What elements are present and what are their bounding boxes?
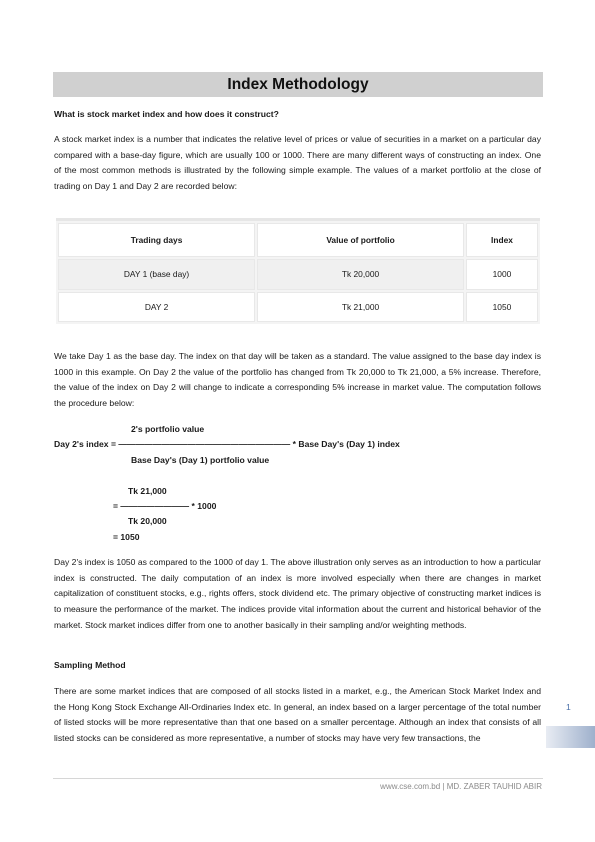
- formula-denominator: Base Day's (Day 1) portfolio value: [131, 455, 270, 465]
- table-cell: 1050: [466, 292, 538, 323]
- table-header-row: [58, 223, 538, 257]
- calc-numerator: Tk 21,000: [128, 486, 167, 496]
- footer-divider: [53, 778, 543, 779]
- footer-text: www.cse.com.bd | MD. ZABER TAUHID ABIR: [380, 782, 542, 791]
- table-cell: Tk 20,000: [257, 259, 464, 290]
- sampling-paragraph: There are some market indices that are composed of all stocks listed in a market, e.g., the American Stock Market Index and the Hong Kong Stock Exchange All-Ordinaries Index etc. In general, an index based on a larger percentage of the total number of listed stocks will be more representative than that one based on a smaller percentage. Although an index that consists of all listed stocks can be considered as more representative, a number of stocks may have very few transactions, the: [54, 686, 541, 744]
- table-header-cell: Value of portfolio: [257, 223, 464, 257]
- page-title: Index Methodology: [53, 72, 543, 97]
- table-cell: 1000: [466, 259, 538, 290]
- intro-paragraph: A stock market index is a number that indicates the relative level of prices or value of securities in a market on a particular day compared with a base-day figure, which are usually 100 or 1000. There are many different ways of constructing an index. One of the most common methods is illustrated by the following simple example. The values of a market portfolio at the close of trading on Day 1 and Day 2 are recorded below:: [54, 134, 541, 192]
- explanation-paragraph: Day 2's index is 1050 as compared to the 1000 of day 1. The above illustration only serves as an introduction to how a particular index is constructed. The daily computation of an index is more involved especially when there are changes in market capitalization of constituent stocks, e.g., rights offers, stock dividend etc. The primary objective of constructing market indices is to measure the performance of the market. The indices provide vital information about the current and historical behavior of the market. Stock market indices differ from one to another basically in their sampling and/or weighting methods.: [54, 557, 541, 630]
- question-heading: What is stock market index and how does it construct?: [54, 109, 279, 119]
- page-tab-decoration: [546, 726, 595, 748]
- table-row: [58, 292, 538, 323]
- portfolio-table: [56, 218, 540, 324]
- formula-numerator: 2's portfolio value: [131, 424, 205, 434]
- base-day-paragraph: We take Day 1 as the base day. The index on that day will be taken as a standard. The value assigned to the base day index is 1000 in this example. On Day 2 the value of the portfolio has changed from Tk 20,000 to Tk 21,000, a 5% increase. Therefore, the value of the index on Day 2 will change to indicate a corresponding 5% increase in market value. The computation follows the procedure below:: [54, 351, 541, 409]
- section-heading: Sampling Method: [54, 660, 126, 670]
- formula-main-line: Day 2's index = ———————————————————— * Base Day's (Day 1) index: [54, 439, 400, 449]
- calc-result: = 1050: [113, 532, 140, 542]
- page-number: 1: [566, 702, 571, 712]
- calc-denominator: Tk 20,000: [128, 516, 167, 526]
- table-header-cell: Index: [466, 223, 538, 257]
- table-row: [58, 259, 538, 290]
- table-header-cell: Trading days: [58, 223, 255, 257]
- table-cell: Tk 21,000: [257, 292, 464, 323]
- table-cell: DAY 2: [58, 292, 255, 323]
- calc-main-line: = ———————— * 1000: [113, 501, 217, 511]
- table-cell: DAY 1 (base day): [58, 259, 255, 290]
